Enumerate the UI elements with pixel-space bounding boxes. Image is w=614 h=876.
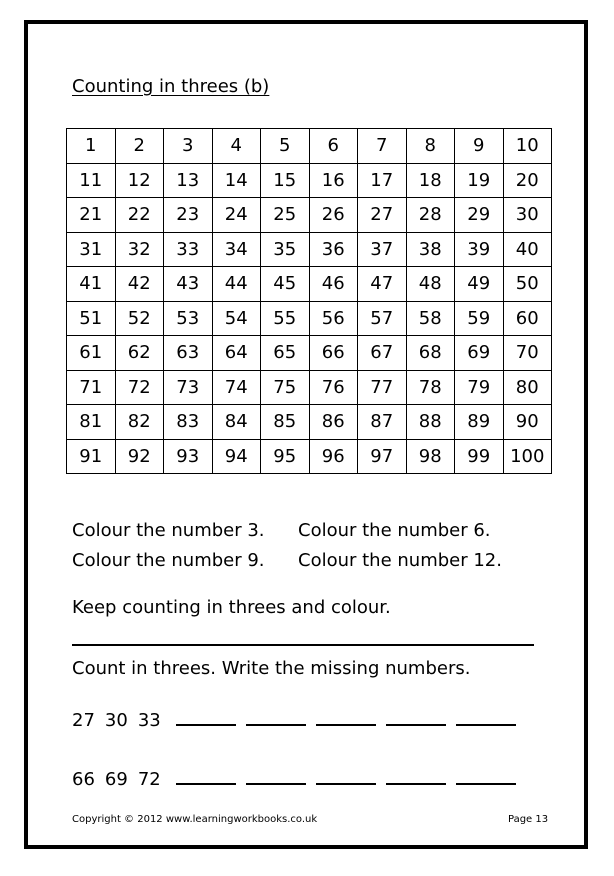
grid-cell[interactable]: 87 bbox=[358, 405, 407, 440]
grid-cell[interactable]: 54 bbox=[212, 301, 261, 336]
sequence-number: 30 bbox=[104, 710, 128, 731]
grid-cell[interactable]: 64 bbox=[212, 336, 261, 371]
grid-cell[interactable]: 60 bbox=[503, 301, 552, 336]
grid-cell[interactable]: 96 bbox=[309, 439, 358, 474]
grid-cell[interactable]: 80 bbox=[503, 370, 552, 405]
grid-cell[interactable]: 71 bbox=[67, 370, 116, 405]
grid-cell[interactable]: 59 bbox=[455, 301, 504, 336]
grid-cell[interactable]: 31 bbox=[67, 232, 116, 267]
grid-cell[interactable]: 34 bbox=[212, 232, 261, 267]
grid-cell[interactable]: 33 bbox=[164, 232, 213, 267]
grid-cell[interactable]: 93 bbox=[164, 439, 213, 474]
grid-cell[interactable]: 98 bbox=[406, 439, 455, 474]
grid-cell[interactable]: 48 bbox=[406, 267, 455, 302]
grid-cell[interactable]: 11 bbox=[67, 163, 116, 198]
grid-cell[interactable]: 13 bbox=[164, 163, 213, 198]
grid-cell[interactable]: 65 bbox=[261, 336, 310, 371]
grid-cell[interactable]: 73 bbox=[164, 370, 213, 405]
grid-cell[interactable]: 9 bbox=[455, 129, 504, 164]
grid-cell[interactable]: 27 bbox=[358, 198, 407, 233]
grid-cell[interactable]: 86 bbox=[309, 405, 358, 440]
instruction-colour-12: Colour the number 12. bbox=[298, 550, 502, 571]
answer-blank[interactable] bbox=[456, 765, 516, 785]
grid-cell[interactable]: 28 bbox=[406, 198, 455, 233]
grid-cell[interactable]: 36 bbox=[309, 232, 358, 267]
grid-cell[interactable]: 49 bbox=[455, 267, 504, 302]
grid-cell[interactable]: 82 bbox=[115, 405, 164, 440]
grid-row bbox=[67, 129, 552, 164]
instruction-keep-counting: Keep counting in threes and colour. bbox=[72, 597, 391, 618]
grid-cell[interactable]: 16 bbox=[309, 163, 358, 198]
grid-cell[interactable]: 40 bbox=[503, 232, 552, 267]
grid-cell[interactable]: 92 bbox=[115, 439, 164, 474]
answer-blank[interactable] bbox=[176, 706, 236, 726]
grid-cell[interactable]: 77 bbox=[358, 370, 407, 405]
worksheet-title: Counting in threes (b) bbox=[72, 76, 270, 97]
answer-line[interactable] bbox=[72, 644, 534, 646]
grid-cell[interactable]: 72 bbox=[115, 370, 164, 405]
grid-cell[interactable]: 63 bbox=[164, 336, 213, 371]
grid-cell[interactable]: 20 bbox=[503, 163, 552, 198]
grid-cell[interactable]: 4 bbox=[212, 129, 261, 164]
grid-cell[interactable]: 90 bbox=[503, 405, 552, 440]
sequence-number: 33 bbox=[137, 710, 161, 731]
grid-cell[interactable]: 7 bbox=[358, 129, 407, 164]
grid-cell[interactable]: 30 bbox=[503, 198, 552, 233]
grid-row bbox=[67, 439, 552, 474]
grid-cell[interactable]: 55 bbox=[261, 301, 310, 336]
grid-cell[interactable]: 91 bbox=[67, 439, 116, 474]
grid-cell[interactable]: 24 bbox=[212, 198, 261, 233]
grid-cell[interactable]: 52 bbox=[115, 301, 164, 336]
grid-cell[interactable]: 23 bbox=[164, 198, 213, 233]
grid-cell[interactable]: 79 bbox=[455, 370, 504, 405]
grid-cell[interactable]: 10 bbox=[503, 129, 552, 164]
grid-row bbox=[67, 232, 552, 267]
grid-row bbox=[67, 267, 552, 302]
grid-cell[interactable]: 14 bbox=[212, 163, 261, 198]
sequence-number: 66 bbox=[72, 769, 95, 790]
sequence-number: 27 bbox=[72, 710, 95, 731]
grid-cell[interactable]: 62 bbox=[115, 336, 164, 371]
grid-cell[interactable]: 100 bbox=[503, 439, 552, 474]
grid-cell[interactable]: 43 bbox=[164, 267, 213, 302]
grid-row bbox=[67, 198, 552, 233]
grid-cell[interactable]: 45 bbox=[261, 267, 310, 302]
grid-cell[interactable]: 2 bbox=[115, 129, 164, 164]
sequence-row-2 bbox=[72, 765, 526, 790]
grid-row bbox=[67, 301, 552, 336]
grid-cell[interactable]: 6 bbox=[309, 129, 358, 164]
grid-cell[interactable]: 74 bbox=[212, 370, 261, 405]
grid-cell[interactable]: 35 bbox=[261, 232, 310, 267]
grid-cell[interactable]: 32 bbox=[115, 232, 164, 267]
grid-cell[interactable]: 75 bbox=[261, 370, 310, 405]
grid-cell[interactable]: 94 bbox=[212, 439, 261, 474]
copyright-footer: Copyright © 2012 www.learningworkbooks.co.uk bbox=[72, 814, 318, 825]
grid-cell[interactable]: 47 bbox=[358, 267, 407, 302]
grid-cell[interactable]: 15 bbox=[261, 163, 310, 198]
sequence-row-1 bbox=[72, 706, 526, 731]
answer-blank[interactable] bbox=[246, 765, 306, 785]
grid-cell[interactable]: 17 bbox=[358, 163, 407, 198]
grid-cell[interactable]: 22 bbox=[115, 198, 164, 233]
grid-cell[interactable]: 99 bbox=[455, 439, 504, 474]
grid-cell[interactable]: 5 bbox=[261, 129, 310, 164]
grid-cell[interactable]: 29 bbox=[455, 198, 504, 233]
grid-cell[interactable]: 61 bbox=[67, 336, 116, 371]
grid-cell[interactable]: 89 bbox=[455, 405, 504, 440]
grid-cell[interactable]: 26 bbox=[309, 198, 358, 233]
grid-row bbox=[67, 370, 552, 405]
grid-cell[interactable]: 38 bbox=[406, 232, 455, 267]
grid-cell[interactable]: 70 bbox=[503, 336, 552, 371]
grid-cell[interactable]: 42 bbox=[115, 267, 164, 302]
instruction-colour-9: Colour the number 9. bbox=[72, 550, 265, 571]
grid-cell[interactable]: 8 bbox=[406, 129, 455, 164]
answer-blank[interactable] bbox=[386, 706, 446, 726]
grid-cell[interactable]: 81 bbox=[67, 405, 116, 440]
answer-blank[interactable] bbox=[176, 765, 236, 785]
grid-cell[interactable]: 39 bbox=[455, 232, 504, 267]
grid-cell[interactable]: 68 bbox=[406, 336, 455, 371]
instruction-missing-numbers: Count in threes. Write the missing numbers. bbox=[72, 658, 471, 679]
answer-blank[interactable] bbox=[316, 706, 376, 726]
answer-blank[interactable] bbox=[246, 706, 306, 726]
instruction-colour-3: Colour the number 3. bbox=[72, 520, 265, 541]
grid-cell[interactable]: 69 bbox=[455, 336, 504, 371]
grid-cell[interactable]: 83 bbox=[164, 405, 213, 440]
grid-cell[interactable]: 44 bbox=[212, 267, 261, 302]
grid-cell[interactable]: 19 bbox=[455, 163, 504, 198]
grid-cell[interactable]: 12 bbox=[115, 163, 164, 198]
grid-cell[interactable]: 50 bbox=[503, 267, 552, 302]
grid-cell[interactable]: 58 bbox=[406, 301, 455, 336]
hundred-square-grid bbox=[66, 128, 552, 474]
grid-cell[interactable]: 21 bbox=[67, 198, 116, 233]
grid-cell[interactable]: 53 bbox=[164, 301, 213, 336]
answer-blank[interactable] bbox=[386, 765, 446, 785]
grid-cell[interactable]: 85 bbox=[261, 405, 310, 440]
page-number: Page 13 bbox=[508, 814, 549, 825]
grid-cell[interactable]: 84 bbox=[212, 405, 261, 440]
answer-blank[interactable] bbox=[316, 765, 376, 785]
grid-cell[interactable]: 66 bbox=[309, 336, 358, 371]
grid-cell[interactable]: 57 bbox=[358, 301, 407, 336]
grid-cell[interactable]: 97 bbox=[358, 439, 407, 474]
grid-cell[interactable]: 51 bbox=[67, 301, 116, 336]
grid-cell[interactable]: 37 bbox=[358, 232, 407, 267]
grid-cell[interactable]: 76 bbox=[309, 370, 358, 405]
grid-cell[interactable]: 41 bbox=[67, 267, 116, 302]
grid-cell[interactable]: 67 bbox=[358, 336, 407, 371]
grid-cell[interactable]: 25 bbox=[261, 198, 310, 233]
grid-cell[interactable]: 78 bbox=[406, 370, 455, 405]
instruction-colour-6: Colour the number 6. bbox=[298, 520, 491, 541]
grid-cell[interactable]: 56 bbox=[309, 301, 358, 336]
grid-cell[interactable]: 95 bbox=[261, 439, 310, 474]
sequence-number: 69 bbox=[104, 769, 128, 790]
grid-row bbox=[67, 405, 552, 440]
grid-cell[interactable]: 1 bbox=[67, 129, 116, 164]
grid-row bbox=[67, 163, 552, 198]
grid-cell[interactable]: 46 bbox=[309, 267, 358, 302]
grid-cell[interactable]: 18 bbox=[406, 163, 455, 198]
answer-blank[interactable] bbox=[456, 706, 516, 726]
grid-row bbox=[67, 336, 552, 371]
grid-cell[interactable]: 88 bbox=[406, 405, 455, 440]
sequence-number: 72 bbox=[137, 769, 161, 790]
grid-cell[interactable]: 3 bbox=[164, 129, 213, 164]
